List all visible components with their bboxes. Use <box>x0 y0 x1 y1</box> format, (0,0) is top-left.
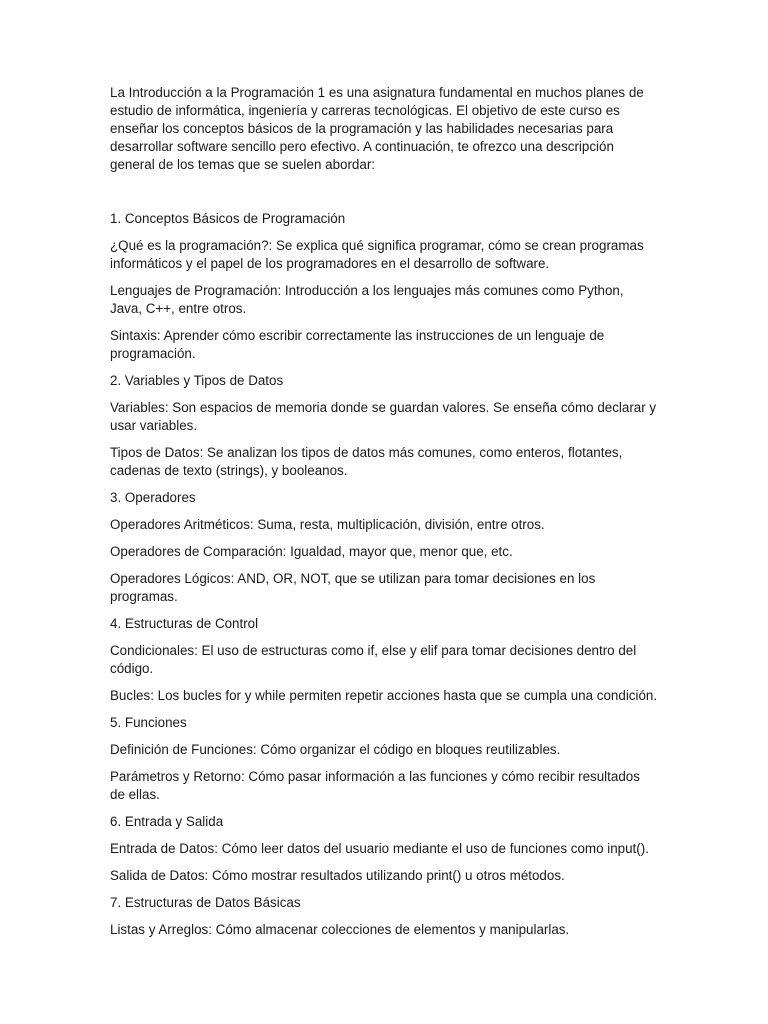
topic-paragraph: Parámetros y Retorno: Cómo pasar información a las funciones y cómo recibir resultados de ellas. <box>110 769 640 802</box>
section-heading: 6. Entrada y Salida <box>110 814 224 829</box>
topic-paragraph: Operadores de Comparación: Igualdad, mayor que, menor que, etc. <box>110 544 513 559</box>
section-heading: 4. Estructuras de Control <box>110 616 259 631</box>
topic-paragraph: Bucles: Los bucles for y while permiten repetir acciones hasta que se cumpla una condición. <box>110 688 658 703</box>
topic-paragraph: ¿Qué es la programación?: Se explica qué significa programar, cómo se crean programas informáticos y el papel de los programadores en el desarrollo de software. <box>110 238 644 271</box>
section-heading: 7. Estructuras de Datos Básicas <box>110 895 301 910</box>
topic-paragraph: Entrada de Datos: Cómo leer datos del usuario mediante el uso de funciones como input(). <box>110 841 649 856</box>
section-heading: 2. Variables y Tipos de Datos <box>110 373 284 388</box>
section-heading: 1. Conceptos Básicos de Programación <box>110 211 346 226</box>
section-heading: 3. Operadores <box>110 490 196 505</box>
intro-paragraph: La Introducción a la Programación 1 es una asignatura fundamental en muchos planes de estudio de informática, ingeniería y carreras tecnológicas. El objetivo de este curso es enseñar los conceptos básicos de la programación y las habilidades necesarias para desarrollar software sencillo pero efectivo. A continuación, te ofrezco una descripción general de los temas que se suelen abordar: <box>110 85 644 172</box>
topic-paragraph: Listas y Arreglos: Cómo almacenar colecciones de elementos y manipularlas. <box>110 922 570 937</box>
topic-paragraph: Tipos de Datos: Se analizan los tipos de datos más comunes, como enteros, flotantes, cadenas de texto (strings), y booleanos. <box>110 445 623 478</box>
topic-paragraph: Definición de Funciones: Cómo organizar el código en bloques reutilizables. <box>110 742 561 757</box>
blank-line <box>110 174 658 210</box>
topic-paragraph: Operadores Lógicos: AND, OR, NOT, que se utilizan para tomar decisiones en los programas. <box>110 571 596 604</box>
topic-paragraph: Sintaxis: Aprender cómo escribir correctamente las instrucciones de un lenguaje de programación. <box>110 328 605 361</box>
topic-paragraph: Variables: Son espacios de memoria donde se guardan valores. Se enseña cómo declarar y usar variables. <box>110 400 657 433</box>
topic-paragraph: Salida de Datos: Cómo mostrar resultados utilizando print() u otros métodos. <box>110 868 565 883</box>
section-heading: 5. Funciones <box>110 715 187 730</box>
topic-paragraph: Operadores Aritméticos: Suma, resta, multiplicación, división, entre otros. <box>110 517 545 532</box>
topic-paragraph: Lenguajes de Programación: Introducción a los lenguajes más comunes como Python, Java, C++, entre otros. <box>110 283 624 316</box>
topic-paragraph: Condicionales: El uso de estructuras como if, else y elif para tomar decisiones dentro del código. <box>110 643 637 676</box>
document-body <box>110 84 658 948</box>
